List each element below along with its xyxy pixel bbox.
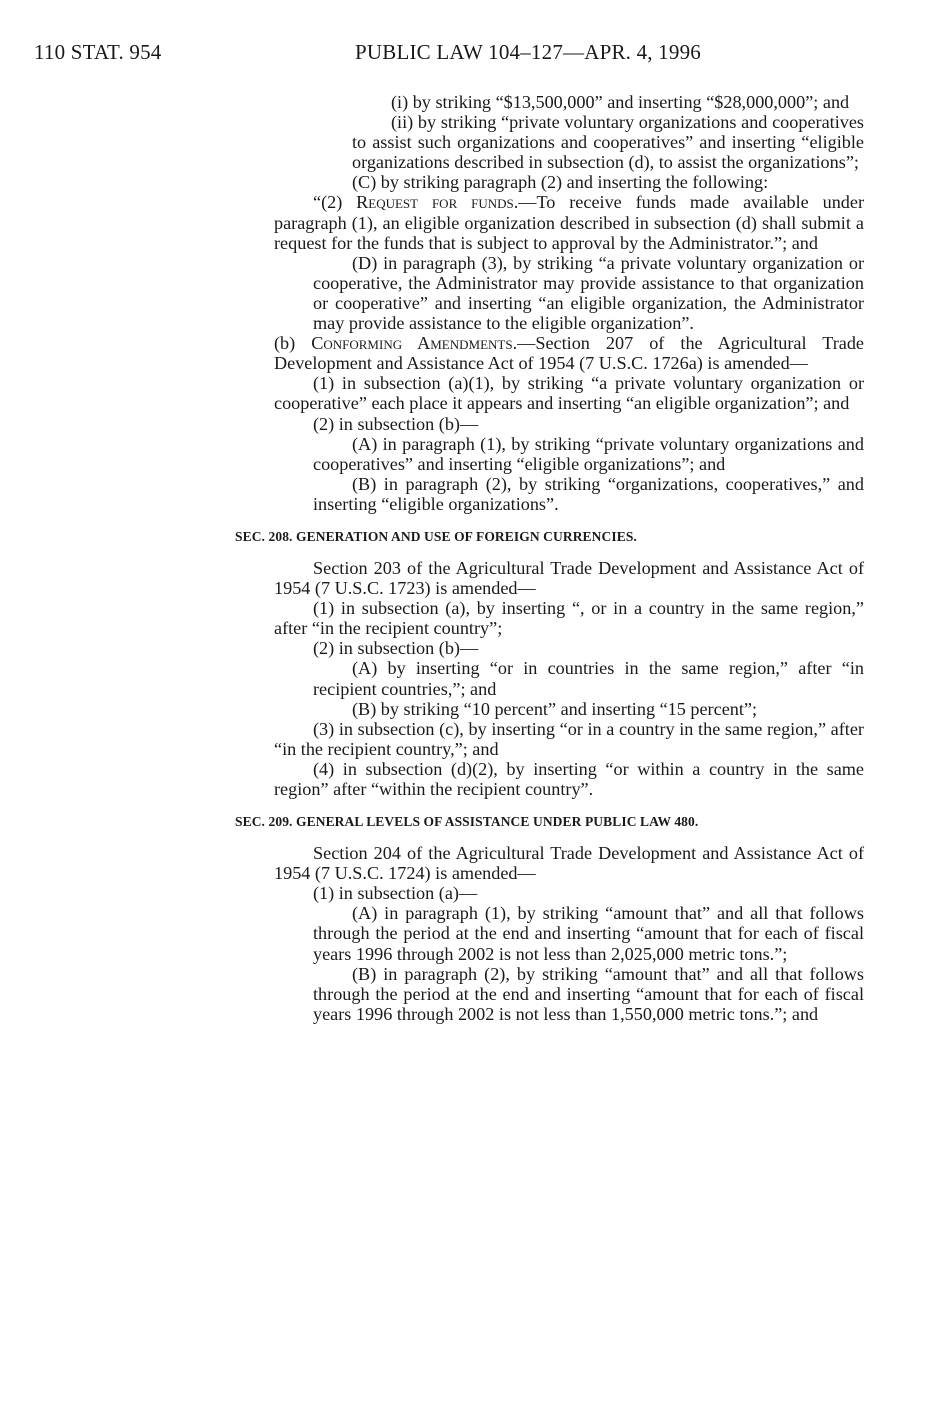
subsection-b-heading: Conforming Amendments	[311, 333, 513, 354]
section-208-paragraph-3: (3) in subsection (c), by inserting “or in a country in the same region,” after “in the recipient country,”; and	[274, 718, 864, 759]
section-209-subparagraph-a: (A) in paragraph (1), by striking “amount that” and all that follows through the period at the end and inserting “amount that for each of fiscal years 1996 through 2002 is not less than 2,025,000 metric tons.”;	[313, 903, 864, 964]
section-209-subparagraph-b: (B) in paragraph (2), by striking “amount that” and all that follows through the period at the end and inserting “amount that for each of fiscal years 1996 through 2002 is not less than 1,550,000 metric tons.”; and	[313, 963, 864, 1024]
section-208-subparagraph-a: (A) by inserting “or in countries in the same region,” after “in recipient countries,”; and	[313, 658, 864, 699]
section-208-paragraph-4: (4) in subsection (d)(2), by inserting “or within a country in the same region” after “within the recipient country”.	[274, 758, 864, 799]
subparagraph-c: (C) by striking paragraph (2) and inserting the following:	[352, 172, 769, 193]
section-208-paragraph-2: (2) in subsection (b)—	[313, 638, 479, 659]
inserted-paragraph-2-text: .—To receive funds made available under paragraph (1), an eligible organization described in subsection (d) shall submit a request for the funds that is subject to approval by the Administrator.”; and	[274, 192, 865, 253]
subsection-b-text: .—Section 207 of the Agricultural Trade Development and Assistance Act of 1954 (7 U.S.C. 1726a) is amended—	[274, 333, 864, 374]
paragraph-2: (2) in subsection (b)—	[313, 413, 479, 434]
inserted-paragraph-2	[274, 192, 864, 252]
clause-ii: (ii) by striking “private voluntary organizations and cooperatives to assist such organizations and cooperatives” and inserting “eligible organizations described in subsection (d), to assist the organizations”;	[352, 112, 864, 173]
subparagraph-b: (B) in paragraph (2), by striking “organizations, cooperatives,” and inserting “eligible organizations”.	[313, 473, 864, 514]
paragraph-1: (1) in subsection (a)(1), by striking “a private voluntary organization or cooperative” each place it appears and inserting “an eligible organization”; and	[274, 373, 864, 414]
subsection-b-lead: (b)	[274, 333, 312, 354]
inserted-paragraph-2-heading: Request for funds	[356, 192, 514, 213]
section-208-intro: Section 203 of the Agricultural Trade Development and Assistance Act of 1954 (7 U.S.C. 1723) is amended—	[274, 557, 864, 599]
inserted-paragraph-2-lead: “(2)	[313, 192, 357, 213]
section-208-subparagraph-b: (B) by striking “10 percent” and inserting “15 percent”;	[352, 698, 758, 719]
page-number: 110 STAT. 954	[34, 40, 162, 64]
section-208-paragraph-1: (1) in subsection (a), by inserting “, or in a country in the same region,” after “in the recipient country”;	[274, 598, 864, 639]
section-209-heading: SEC. 209. GENERAL LEVELS OF ASSISTANCE UNDER PUBLIC LAW 480.	[235, 814, 699, 830]
subparagraph-a: (A) in paragraph (1), by striking “private voluntary organizations and cooperatives” and inserting “eligible organizations”; and	[313, 433, 864, 474]
subsection-b	[274, 333, 864, 373]
clause-i: (i) by striking “$13,500,000” and inserting “$28,000,000”; and	[391, 92, 850, 112]
section-209-intro: Section 204 of the Agricultural Trade Development and Assistance Act of 1954 (7 U.S.C. 1724) is amended—	[274, 843, 864, 884]
section-208-heading: SEC. 208. GENERATION AND USE OF FOREIGN CURRENCIES.	[235, 528, 637, 544]
section-209-paragraph-1: (1) in subsection (a)—	[313, 883, 478, 904]
running-head: PUBLIC LAW 104–127—APR. 4, 1996	[355, 40, 701, 64]
law-text-column	[235, 92, 865, 1024]
subparagraph-d: (D) in paragraph (3), by striking “a private voluntary organization or cooperative, the Administrator may provide assistance to that organization or cooperative” and inserting “an eligible organization, the Administrator may provide assistance to the eligible organization”.	[313, 252, 864, 334]
